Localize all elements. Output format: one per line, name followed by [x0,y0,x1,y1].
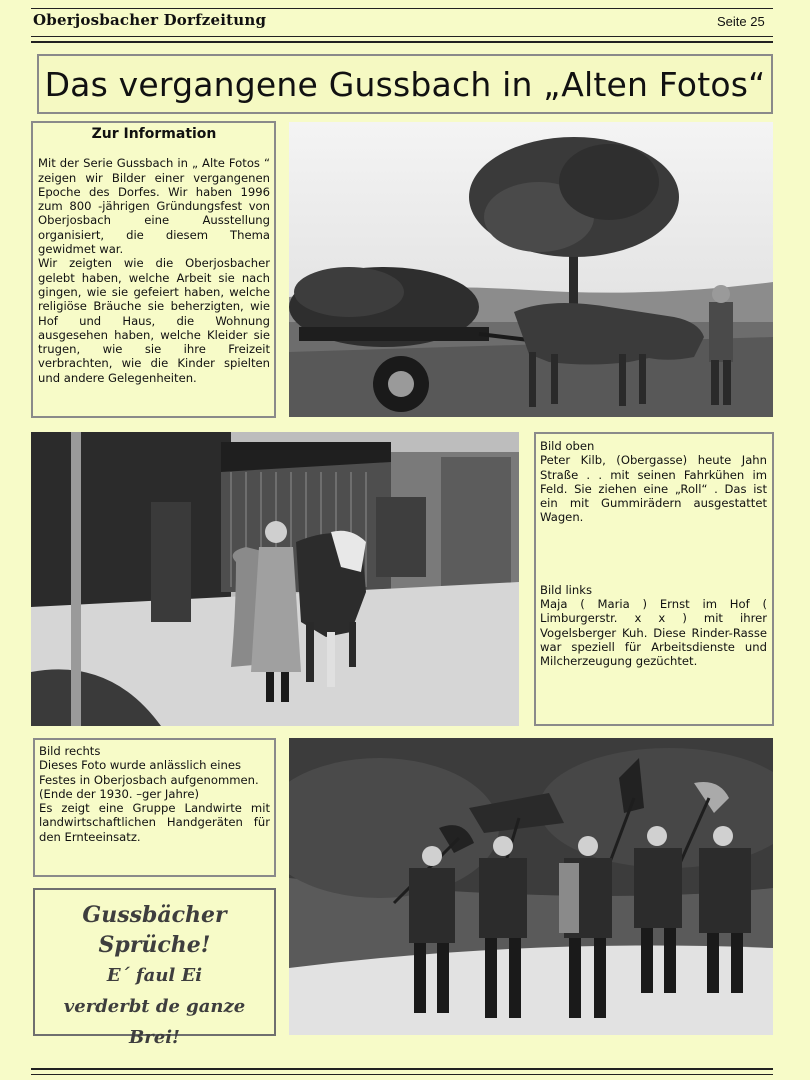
caption-rechts-line-3: Es zeigt eine Gruppe Landwirte mit landwirtschaftlichen Handgeräten für den Ernteeinsatz. [39,801,270,844]
info-title: Zur Information [91,126,217,142]
bottom-rule-thin [31,1074,773,1075]
top-rule [31,8,773,9]
caption-links-label: Bild links [540,582,592,597]
saying-line-1: E´ faul Ei [106,965,203,986]
caption-links-text: Maja ( Maria ) Ernst im Hof ( Limburgerstr. x x ) mit ihrer Vogelsberger Kuh. Diese Rinder-Rasse war speziell für Arbeitsdienste und Milcherzeugung gezüchtet. [540,597,767,669]
photo-farmers-with-tools [289,738,773,1035]
photo-farmer-cows-cart [289,122,773,417]
caption-oben-label: Bild oben [540,439,595,453]
caption-oben-text: Peter Kilb, (Obergasse) heute Jahn Straße . . mit seinen Fahrkühen im Feld. Sie ziehen eine „Roll“ . Das ist ein mit Gummirädern ausgestattet Wagen. [540,453,767,525]
page-number: Seite 25 [717,14,765,29]
photo-woman-with-cow [31,432,519,726]
headline-box [37,54,773,114]
caption-rechts-line-2: (Ende der 1930. –ger Jahre) [39,786,199,801]
headline: Das vergangene Gussbach in „Alten Fotos“ [44,64,766,104]
saying-box [33,888,276,1048]
info-paragraph-2: Wir zeigten wie die Oberjosbacher gelebt haben, welche Arbeit sie nach gingen, wie sie gefeiert haben, welche religiöse Bräuche sie beherzigten, wie Hof und Haus, die Wohnung ausgesehen haben, welche Kleider sie trugen, wie sie ihre Freizeit verbrachten, wie die Kinder spielten und andere Gelegenheiten. [38,256,270,385]
bottom-rule-thick [31,1068,773,1070]
caption-rechts-line-1: Dieses Foto wurde anlässlich eines Festes in Oberjosbach aufgenommen. [39,758,259,787]
masthead-rule-thin [31,36,773,37]
info-box [31,121,276,418]
newspaper-name: Oberjosbacher Dorfzeitung [33,11,267,29]
caption-rechts-label: Bild rechts [39,744,101,758]
info-paragraph-1: Mit der Serie Gussbach in „ Alte Fotos “ zeigen wir Bilder einer vergangenen Epoche des Dorfes. Wir haben 1996 zum 800 -jährigen Gründungsfest von Oberjosbach eine Ausstellung organisiert, die diesem Thema gewidmet war. [38,156,270,257]
saying-line-3: Brei! [129,1027,180,1048]
caption-rechts-box [33,738,276,877]
captions-box [534,432,774,726]
saying-line-2: verderbt de ganze [63,996,246,1017]
saying-title: Gussbächer Sprüche! [82,902,227,958]
masthead-rule-thick [31,41,773,43]
